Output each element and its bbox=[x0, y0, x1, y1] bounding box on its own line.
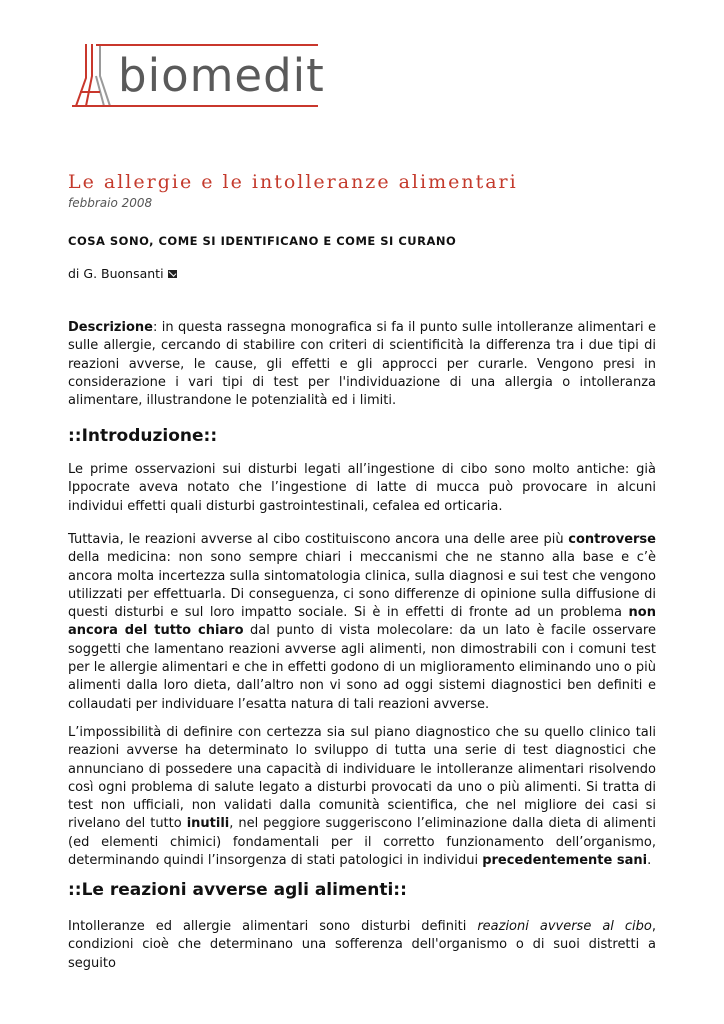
text-run: dal punto di vista molecolare: da un lato è facile osservare soggetti che lamentano reazioni avverse agli alimenti, non dimostrabili con i comuni test per le allergie alimentari e che in effetti godono di un miglioramento eliminando uno o più alimenti dalla loro dieta, dall’altro non vi sono ad oggi sistemi diagnostici ben definiti e collaudati per individuare l’esatta natura di tali reazioni avverse. bbox=[68, 623, 657, 712]
text-run: Intolleranze ed allergie alimentari sono disturbi definiti bbox=[68, 919, 478, 934]
biomedit-logo bbox=[72, 40, 325, 110]
intro-heading: ::Introduzione:: bbox=[68, 426, 218, 446]
author-name: di G. Buonsanti bbox=[68, 266, 164, 281]
bold-run: precedentemente sani bbox=[482, 853, 648, 869]
reactions-paragraph-1 bbox=[68, 918, 656, 973]
intro-paragraph-1: Le prime osservazioni sui disturbi legati all’ingestione di cibo sono molto antiche: già Ippocrate aveva notato che l’ingestione di latte di mucca può provocare in alcuni individui effetti quali disturbi gastrointestinali, cefalea ed orticaria. bbox=[68, 462, 656, 514]
description-label: Descrizione bbox=[68, 320, 153, 335]
bold-run: non ancora del tutto chiaro bbox=[68, 605, 656, 639]
logo-top-rule bbox=[96, 44, 318, 46]
envelope-icon[interactable] bbox=[168, 270, 177, 278]
article-date: febbraio 2008 bbox=[68, 196, 153, 210]
logo-mark-icon bbox=[72, 40, 122, 110]
text-run: Tuttavia, le reazioni avverse al cibo costituiscono ancora una delle aree più bbox=[68, 532, 569, 547]
reactions-heading: ::Le reazioni avverse agli alimenti:: bbox=[68, 880, 407, 900]
description-paragraph bbox=[68, 319, 656, 410]
article-title: Le allergie e le intolleranze alimentari bbox=[68, 171, 518, 193]
bold-run: controverse bbox=[568, 532, 656, 547]
article-subtitle: COSA SONO, COME SI IDENTIFICANO E COME SI CURANO bbox=[68, 234, 457, 248]
intro-paragraph-2 bbox=[68, 531, 656, 714]
bold-run: inutili bbox=[186, 816, 230, 832]
article-author bbox=[68, 266, 177, 281]
intro-paragraph-3 bbox=[68, 724, 656, 870]
description-text: : in questa rassegna monografica si fa il punto sulle intolleranze alimentari e sulle allergie, cercando di stabilire con criteri di scientificità la differenza tra i due tipi di reazioni avverse, le cause, gli effetti e gli approcci per curarle. Vengono presi in considerazione i vari tipi di test per l'individuazione di una allergia o intolleranza alimentare, illustrandone le potenzialità ed i limiti. bbox=[68, 320, 656, 409]
text-run: L’impossibilità di definire con certezza sia sul piano diagnostico che su quello clinico tali reazioni avverse ha determinato lo sviluppo di tutta una serie di test diagnostici che annunciano di possedere una capacità di individuare le intolleranze alimentari risolvendo così ogni problema di salute legato a disturbi provocati da uno o più alimenti. Si tratta di test non ufficiali, non validati dalla comunità scientifica, che nel migliore dei casi si rivelano del tutto bbox=[68, 725, 656, 832]
italic-run: reazioni avverse al cibo bbox=[477, 919, 652, 934]
text-run: , nel peggiore suggeriscono l’eliminazione dalla dieta di alimenti (ed elementi chimici) fondamentali per il corretto funzionamento dell’organismo, determinando quindi l’insorgenza di stati patologici in individui bbox=[68, 816, 656, 869]
text-run: , condizioni cioè che determinano una sofferenza dell'organismo o di suoi distretti a seguito bbox=[68, 919, 656, 971]
logo-bottom-rule bbox=[72, 105, 318, 107]
logo-wordmark: biomedit bbox=[118, 49, 325, 102]
text-run: della medicina: non sono sempre chiari i meccanismi che ne stanno alla base e c’è ancora molta incertezza sulla sintomatologia clinica, sulla diagnosi e sui test che vengono utilizzati per effettuarla. Di conseguenza, ci sono differenze di opinione sulla diffusione di questi disturbi e sul loro impatto sociale. Si è in effetti di fronte ad un problema bbox=[68, 550, 656, 621]
text-run: . bbox=[647, 853, 652, 869]
